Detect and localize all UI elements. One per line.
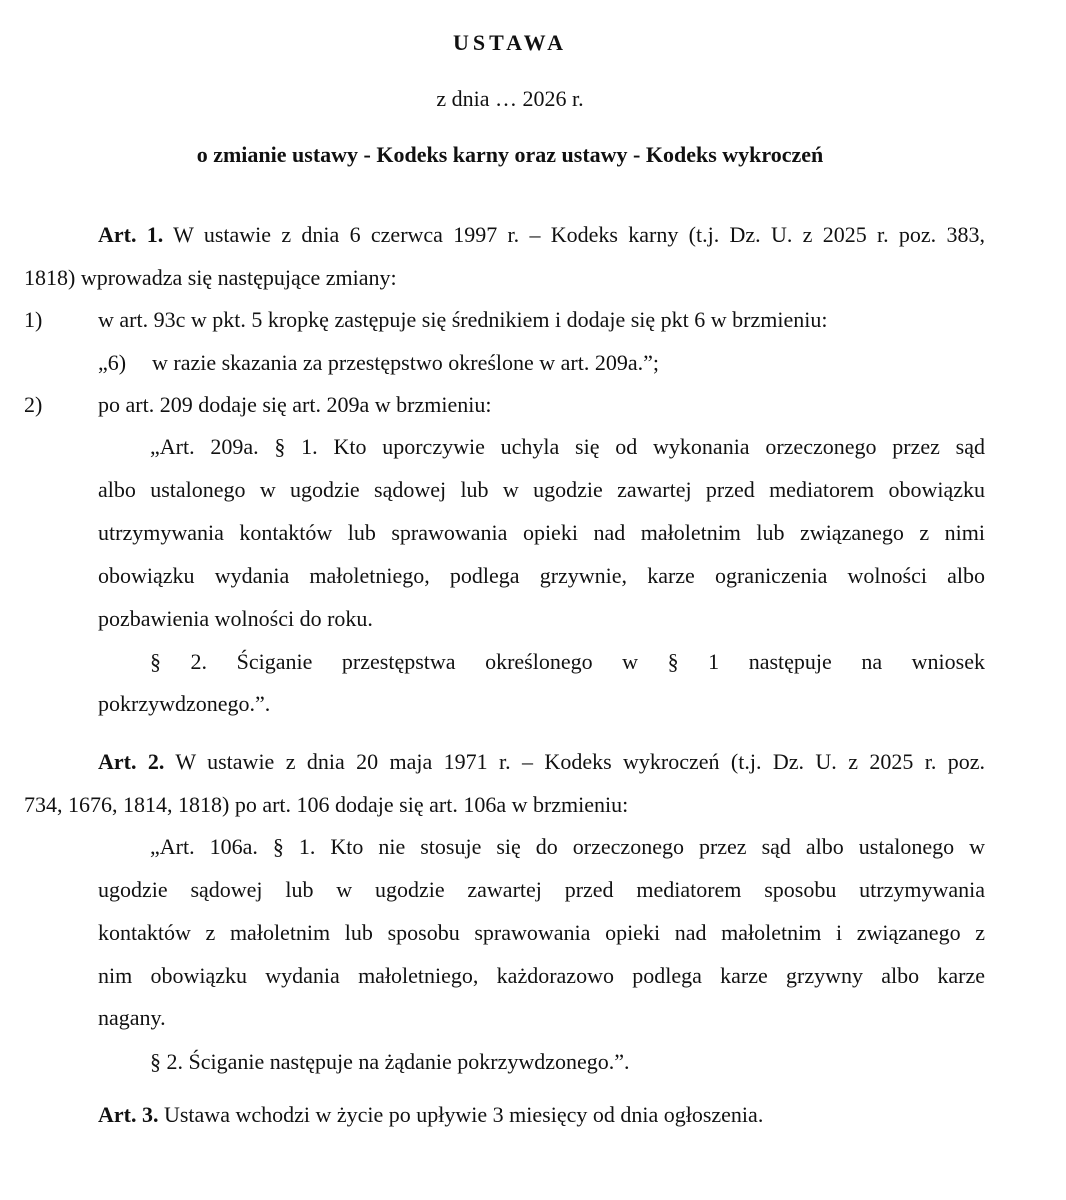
text-line: § 2. Ściganie przestępstwa określonego w § 1 następuje na wniosek: [150, 649, 985, 674]
list-number: 1): [24, 307, 43, 332]
list-number: „6): [98, 350, 127, 375]
text-line: „Art. 209a. § 1. Kto uporczywie uchyla się od wykonania orzeczonego przez sąd: [150, 434, 985, 459]
list-number: 2): [24, 392, 43, 417]
text-line: pokrzywdzonego.”.: [98, 691, 271, 716]
article-label: Art. 2.: [98, 749, 165, 774]
text-line: 734, 1676, 1814, 1818) po art. 106 dodaje się art. 106a w brzmieniu:: [24, 792, 629, 817]
article-label: Art. 1.: [98, 222, 164, 247]
text-line: w art. 93c w pkt. 5 kropkę zastępuje się średnikiem i dodaje się pkt 6 w brzmieniu:: [98, 307, 828, 332]
text-line: kontaktów z małoletnim lub sposobu sprawowania opieki nad małoletnim i związanego z: [98, 920, 985, 945]
text-line: Art. 1. W ustawie z dnia 6 czerwca 1997 r. – Kodeks karny (t.j. Dz. U. z 2025 r. poz. 383,: [98, 222, 985, 247]
text-line: 1818) wprowadza się następujące zmiany:: [24, 265, 397, 290]
text-line: „Art. 106a. § 1. Kto nie stosuje się do orzeczonego przez sąd albo ustalonego w: [150, 834, 985, 859]
text-line: pozbawienia wolności do roku.: [98, 606, 373, 631]
text-line: albo ustalonego w ugodzie sądowej lub w ugodzie zawartej przed mediatorem obowiązku: [98, 477, 985, 502]
text-line: utrzymywania kontaktów lub sprawowania opieki nad małoletnim lub związanego z nimi: [98, 520, 985, 545]
act-subject: o zmianie ustawy - Kodeks karny oraz ustawy - Kodeks wykroczeń: [196, 142, 824, 167]
text-line: po art. 209 dodaje się art. 209a w brzmieniu:: [98, 392, 492, 417]
text-line: w razie skazania za przestępstwo określone w art. 209a.”;: [152, 350, 659, 375]
text-line: nagany.: [98, 1005, 166, 1030]
article-label: Art. 3.: [98, 1102, 159, 1127]
text-line: nim obowiązku wydania małoletniego, każdorazowo podlega karze grzywny albo karze: [98, 963, 985, 988]
text-line: Art. 2. W ustawie z dnia 20 maja 1971 r. – Kodeks wykroczeń (t.j. Dz. U. z 2025 r. poz.: [98, 749, 985, 774]
text-line: ugodzie sądowej lub w ugodzie zawartej przed mediatorem sposobu utrzymywania: [98, 877, 985, 902]
act-title: USTAWA: [452, 30, 568, 55]
text-line: obowiązku wydania małoletniego, podlega grzywnie, karze ograniczenia wolności albo: [98, 563, 985, 588]
act-date: z dnia … 2026 r.: [436, 86, 584, 111]
text-line: Art. 3. Ustawa wchodzi w życie po upływie 3 miesięcy od dnia ogłoszenia.: [98, 1102, 764, 1127]
text-line: § 2. Ściganie następuje na żądanie pokrzywdzonego.”.: [150, 1049, 630, 1074]
